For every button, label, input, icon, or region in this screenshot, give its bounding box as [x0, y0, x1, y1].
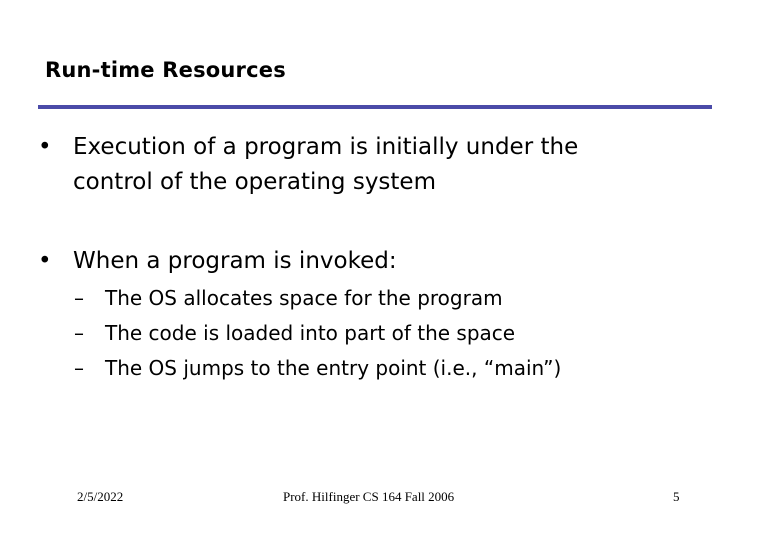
sub-bullet-text: The OS allocates space for the program: [105, 286, 503, 310]
sub-bullet-marker: –: [74, 286, 84, 310]
bullet-marker: •: [38, 134, 52, 160]
bullet-marker: •: [38, 248, 52, 274]
footer-date: 2/5/2022: [77, 489, 124, 504]
bullet-line: control of the operating system: [73, 169, 436, 195]
bullet-text: [73, 130, 578, 200]
sub-bullet-text: The OS jumps to the entry point (i.e., “main”): [105, 356, 562, 380]
sub-bullet-marker: –: [74, 321, 84, 345]
title-divider: [38, 105, 712, 109]
bullet-text: When a program is invoked:: [73, 248, 397, 274]
sub-bullet-text: The code is loaded into part of the space: [105, 321, 516, 345]
bullet-line: Execution of a program is initially under the: [73, 134, 579, 160]
sub-bullet-marker: –: [74, 356, 84, 380]
footer-course-label: Prof. Hilfinger CS 164 Fall 2006: [283, 489, 455, 504]
page-number: 5: [673, 489, 680, 504]
slide-title: Run-time Resources: [45, 58, 286, 82]
